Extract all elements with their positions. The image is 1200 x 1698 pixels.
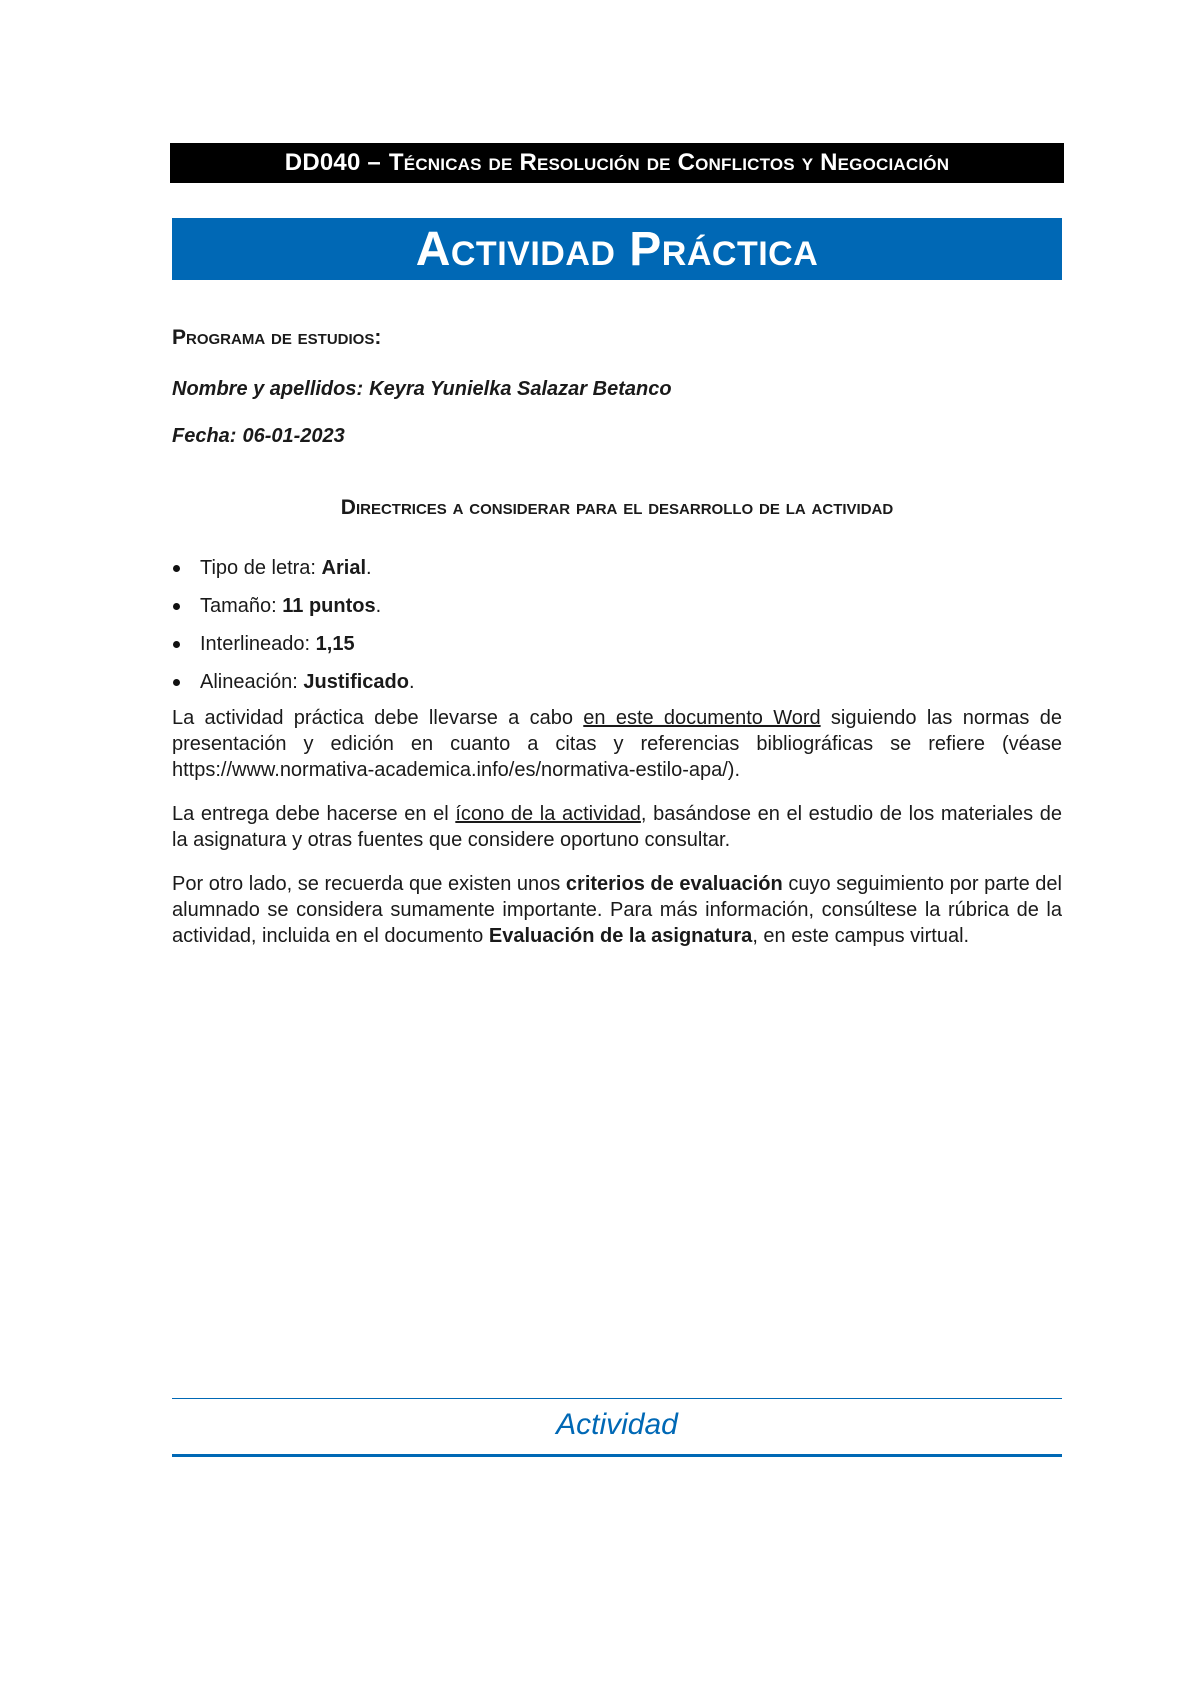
guideline-suffix: . bbox=[366, 557, 372, 579]
guideline-suffix: . bbox=[375, 595, 382, 617]
paragraph-text: cuyo seguimiento por parte del alumnado se considera sumamente importante. Para más información, consúltese la rúbrica de la actividad, incluida en el documento bbox=[172, 873, 1063, 947]
paragraph-text: , basándose en el estudio de los materiales de la asignatura y otras fuentes que considere oportuno consultar. bbox=[172, 803, 1062, 851]
activity-title: Actividad Práctica bbox=[415, 222, 819, 276]
student-name-label: Nombre y apellidos: bbox=[172, 378, 364, 400]
guideline-value: Justificado bbox=[303, 671, 409, 693]
word-document-link[interactable]: en este documento Word bbox=[583, 707, 821, 729]
guidelines-heading: Directrices a considerar para el desarrollo de la actividad bbox=[340, 496, 894, 519]
activity-title-bar bbox=[172, 218, 1062, 280]
guideline-label: Alineación: bbox=[200, 671, 304, 693]
guideline-label: Tipo de letra: bbox=[200, 557, 322, 579]
date-label: Fecha: bbox=[172, 425, 237, 447]
evaluation-document-text: Evaluación de la asignatura bbox=[488, 925, 753, 947]
bullet-icon bbox=[173, 641, 180, 648]
guideline-value: 11 puntos bbox=[282, 595, 376, 617]
activity-icon-link[interactable]: ícono de la actividad bbox=[455, 803, 641, 825]
guideline-value: Arial bbox=[321, 557, 367, 579]
list-item bbox=[172, 549, 1062, 587]
footer-activity-label: Actividad bbox=[556, 1408, 678, 1441]
paragraph-text: siguiendo las normas de presentación y edición en cuanto a citas y referencias bibliográficas se refiere (véase https://www.normativa-academica.info/es/normativa-estilo-apa/). bbox=[172, 707, 1062, 781]
paragraph-text: La entrega debe hacerse en el bbox=[172, 803, 456, 825]
guideline-label: Tamaño: bbox=[200, 595, 283, 617]
evaluation-criteria-text: criterios de evaluación bbox=[565, 873, 783, 895]
date-line bbox=[172, 425, 345, 448]
guidelines-list bbox=[172, 549, 1062, 701]
bullet-icon bbox=[173, 565, 180, 572]
footer-divider-bottom bbox=[172, 1454, 1062, 1457]
paragraph-text: , en este campus virtual. bbox=[752, 925, 970, 947]
course-code: DD040 – bbox=[284, 149, 381, 176]
student-name-line bbox=[172, 378, 672, 401]
program-label: Programa de estudios: bbox=[172, 326, 382, 349]
instructions-paragraph-delivery bbox=[172, 801, 1062, 853]
instructions-paragraph-evaluation bbox=[172, 871, 1062, 949]
instructions-paragraph-word bbox=[172, 705, 1062, 783]
date-value: 06-01-2023 bbox=[242, 425, 345, 447]
footer-divider-top bbox=[172, 1398, 1062, 1399]
paragraph-text: La actividad práctica debe llevarse a cabo bbox=[172, 707, 584, 729]
guideline-label: Interlineado: bbox=[200, 633, 316, 655]
list-item bbox=[172, 587, 1062, 625]
student-name-value: Keyra Yunielka Salazar Betanco bbox=[369, 378, 672, 400]
list-item bbox=[172, 663, 1062, 701]
paragraph-text: Por otro lado, se recuerda que existen unos bbox=[172, 873, 566, 895]
guideline-value: 1,15 bbox=[315, 633, 355, 655]
course-name: Técnicas de Resolución de Conflictos y Negociación bbox=[388, 149, 950, 176]
bullet-icon bbox=[173, 603, 180, 610]
guideline-suffix: . bbox=[408, 671, 415, 693]
course-header-bar bbox=[170, 143, 1064, 183]
list-item bbox=[172, 625, 1062, 663]
bullet-icon bbox=[173, 679, 180, 686]
